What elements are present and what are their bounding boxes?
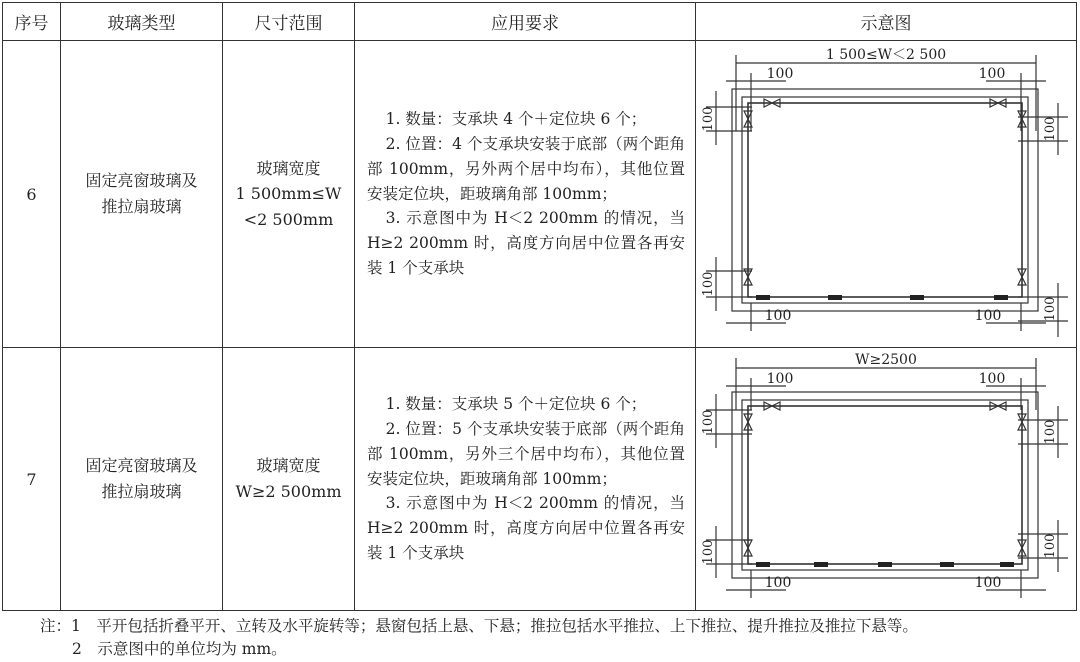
table-row	[3, 41, 1077, 348]
diagram-cell	[696, 348, 1077, 611]
table-notes	[40, 615, 918, 662]
table-row	[3, 348, 1077, 611]
dim-label: 100	[701, 539, 716, 565]
note-line: 注：1 平开包括折叠平开、立转及水平旋转等；悬窗包括上悬、下悬；推拉包括水平推拉、上下推拉、提升推拉及推拉下悬等。	[40, 617, 918, 635]
dim-label: 100	[1043, 533, 1058, 559]
header-requirements: 应用要求	[355, 3, 696, 41]
dim-label: 100	[701, 409, 716, 435]
diagram-cell	[696, 41, 1077, 348]
size-range-cell	[223, 41, 355, 348]
glass-type-line: 推拉扇玻璃	[101, 197, 182, 216]
dim-label: 100	[1043, 296, 1058, 322]
dim-label: 100	[766, 371, 794, 387]
size-range-cell	[223, 348, 355, 611]
size-line: 1 500mm≤W	[235, 184, 342, 204]
requirement-item: 1. 数量：支承块 4 个＋定位块 6 个；	[385, 110, 647, 129]
dim-label: 100	[764, 308, 792, 324]
block-layout-diagram	[696, 41, 1076, 347]
width-label: 1 500≤W＜2 500	[825, 47, 947, 63]
glass-type-line: 固定亮窗玻璃及	[85, 171, 198, 191]
size-line: 玻璃宽度	[256, 158, 321, 178]
requirement-item: 2. 位置：4 个支承块安装于底部（两个距角部 100mm，另外两个居中均布），其他位置安装定位块，距玻璃角部 100mm；	[367, 135, 685, 203]
header-glass-type: 玻璃类型	[61, 3, 223, 41]
glass-spec-table	[2, 2, 1077, 611]
header-diagram: 示意图	[696, 3, 1077, 41]
requirement-item: 3. 示意图中为 H＜2 200mm 的情况，当 H≥2 200mm 时，高度方向居中位置各再安装 1 个支承块	[367, 209, 685, 277]
requirements-cell	[355, 41, 696, 348]
width-label: W≥2500	[855, 352, 917, 368]
glass-type-line: 固定亮窗玻璃及	[85, 456, 198, 476]
header-no: 序号	[3, 3, 61, 41]
dim-label: 100	[978, 66, 1006, 82]
dim-label: 100	[974, 575, 1002, 591]
requirement-item: 3. 示意图中为 H＜2 200mm 的情况，当 H≥2 200mm 时，高度方向居中位置各再安装 1 个支承块	[367, 494, 685, 562]
block-layout-diagram	[696, 348, 1076, 610]
dim-label: 100	[701, 271, 716, 297]
requirement-item: 1. 数量：支承块 5 个＋定位块 6 个；	[385, 395, 647, 414]
row-no: 7	[3, 348, 61, 611]
size-line: 玻璃宽度	[256, 456, 321, 476]
note-line: 2 示意图中的单位均为 mm。	[72, 640, 287, 659]
glass-type-cell	[61, 41, 223, 348]
requirements-cell	[355, 348, 696, 611]
dim-label: 100	[766, 66, 794, 82]
dim-label: 100	[1043, 116, 1058, 142]
dim-label: 100	[978, 371, 1006, 387]
header-row	[3, 3, 1077, 41]
size-line: <2 500mm	[243, 209, 334, 229]
dim-label: 100	[701, 106, 716, 132]
dim-label: 100	[1043, 419, 1058, 445]
glass-type-line: 推拉扇玻璃	[101, 482, 182, 501]
dim-label: 100	[764, 575, 792, 591]
dim-label: 100	[974, 308, 1002, 324]
requirement-item: 2. 位置：5 个支承块安装于底部（两个距角部 100mm，另外三个居中均布），其他位置安装定位块，距玻璃角部 100mm；	[367, 420, 685, 488]
header-size-range: 尺寸范围	[223, 3, 355, 41]
row-no: 6	[3, 41, 61, 348]
size-line: W≥2 500mm	[235, 482, 342, 501]
glass-type-cell	[61, 348, 223, 611]
